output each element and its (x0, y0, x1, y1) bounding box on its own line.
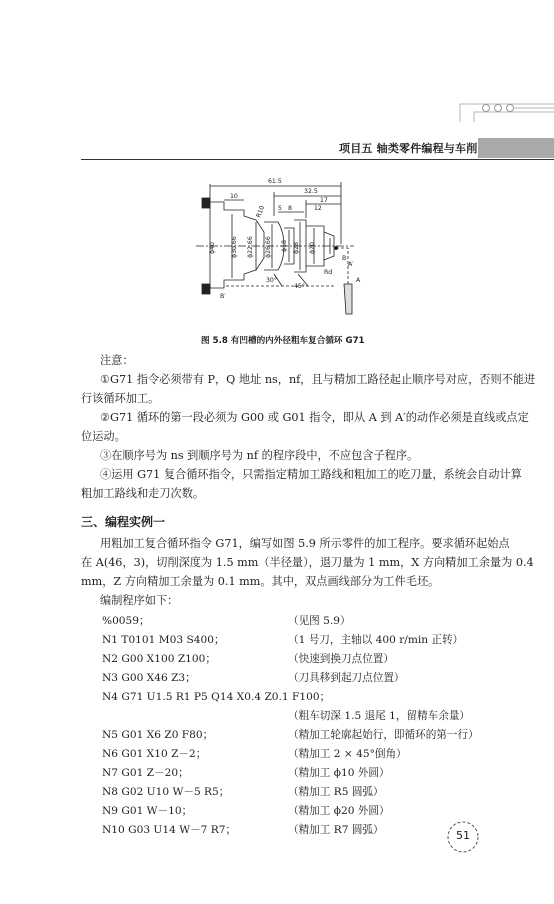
dim-r10: R10 (255, 204, 267, 219)
program-comment-8: （精加工 ϕ10 外圆） (288, 767, 390, 779)
note-4-line-2: 粗加工路线和走刀次数。 (81, 487, 205, 500)
point-b: B (342, 255, 347, 262)
program-comment-7: （精加工 2 × 45°倒角） (288, 748, 407, 760)
program-code-8: N7 G01 Z－20； (102, 767, 189, 779)
note-4-line-1: ④运用 G71 复合循环指令，只需指定精加工路线和粗加工的吃刀量，系统会自动计算 (100, 468, 522, 481)
program-code-10: N9 G01 W－10； (102, 805, 193, 817)
program-comment-3: （刀具移到起刀点位置） (288, 672, 405, 684)
dim-phi18: ϕ18 (281, 240, 288, 252)
page-number-badge (446, 820, 480, 854)
dim-phi22-66: ϕ22.66 (247, 236, 254, 258)
program-code-0: %0059； (102, 615, 150, 627)
program-comment-6: （精加工轮廓起始行，即循环的第一行） (288, 729, 479, 741)
header-title: 项目五 轴类零件编程与车削 (339, 142, 478, 155)
program-code-9: N8 G02 U10 W－5 R5； (102, 786, 230, 798)
point-a: A (356, 277, 361, 284)
section-title: 三、编程实例一 (81, 515, 166, 529)
note-2-line-2: 位运动。 (81, 430, 126, 443)
note-1-line-1: ①G71 指令必须带有 P，Q 地址 ns，nf，且与精加工路径起止顺序号对应，否则不能进 (100, 373, 536, 386)
program-code-4: N4 G71 U1.5 R1 P5 Q14 X0.4 Z0.1 F100； (102, 691, 331, 703)
point-b-prime: B′ (220, 293, 226, 300)
page-number: 51 (456, 829, 470, 842)
program-comment-0: （见图 5.9） (288, 615, 351, 627)
program-code-3: N3 G00 X46 Z3； (102, 672, 196, 684)
note-3: ③在顺序号为 ns 到顺序号为 nf 的程序段中，不应包含子程序。 (100, 449, 419, 462)
program-code-2: N2 G00 X100 Z100； (102, 653, 216, 665)
dim-10: 10 (230, 193, 238, 200)
section-para-line-1: 用粗加工复合循环指令 G71，编写如图 5.9 所示零件的加工程序。要求循环起始点 (100, 537, 510, 550)
header-rule (81, 159, 554, 160)
program-comment-1: （1 号刀，主轴以 400 r/min 正转） (288, 634, 464, 646)
program-comment-5: （粗车切深 1.5 退尾 1，留精车余量） (288, 710, 471, 722)
header-decoration (440, 96, 554, 136)
point-a-prime: A′ (348, 261, 354, 268)
dim-phi30-66: ϕ30.66 (231, 236, 238, 258)
dim-phi20: ϕ20 (309, 242, 316, 254)
dim-17: 17 (320, 197, 328, 204)
dim-5: 5 (278, 205, 282, 212)
program-comment-2: （快速到换刀点位置） (288, 653, 394, 665)
section-para-line-3: mm，Z 方向精加工余量为 0.1 mm。其中，双点画线部分为工件毛坯。 (81, 575, 440, 588)
program-comment-10: （精加工 ϕ20 外圆） (288, 805, 390, 817)
figure-5-8 (186, 174, 378, 324)
program-code-7: N6 G01 X10 Z－2； (102, 748, 207, 760)
dim-angle-30: 30° (266, 277, 277, 284)
note-1-line-2: 行该循环加工。 (81, 392, 160, 405)
program-comment-11: （精加工 R7 圆弧） (288, 824, 384, 836)
dim-angle-45: 45° (294, 283, 305, 290)
dim-total: 61.5 (268, 178, 282, 185)
dim-phi26-66: ϕ26.66 (265, 236, 272, 258)
section-para-line-4: 编制程序如下： (100, 594, 179, 607)
dim-phi28: ϕ28 (293, 242, 300, 254)
dim-12: 12 (314, 205, 322, 212)
program-code-11: N10 G03 U14 W－7 R7； (102, 824, 237, 836)
program-code-6: N5 G01 X6 Z0 F80； (102, 729, 214, 741)
part-drawing (186, 174, 378, 324)
dim-phi40: ϕ40 (209, 242, 216, 254)
section-para-line-2: 在 A(46，3)，切削深度为 1.5 mm（半径量），退刀量为 1 mm，X 方向精加工余量为 0.4 (81, 556, 534, 569)
dim-8: 8 (288, 205, 292, 212)
program-comment-9: （精加工 R5 圆弧） (288, 786, 384, 798)
figure-caption: 图 5.8 有凹槽的内外径粗车复合循环 G71 (201, 336, 365, 346)
program-code-1: N1 T0101 M03 S400； (102, 634, 225, 646)
header-gray-bar (478, 138, 554, 158)
notes-heading: 注意： (100, 354, 134, 367)
dim-32-5: 32.5 (304, 188, 318, 195)
dim-rd: Rd (324, 269, 333, 276)
note-2-line-1: ②G71 循环的第一段必须为 G00 或 G01 指令，即从 A 到 A′的动作必须是直线或点定 (100, 411, 529, 424)
